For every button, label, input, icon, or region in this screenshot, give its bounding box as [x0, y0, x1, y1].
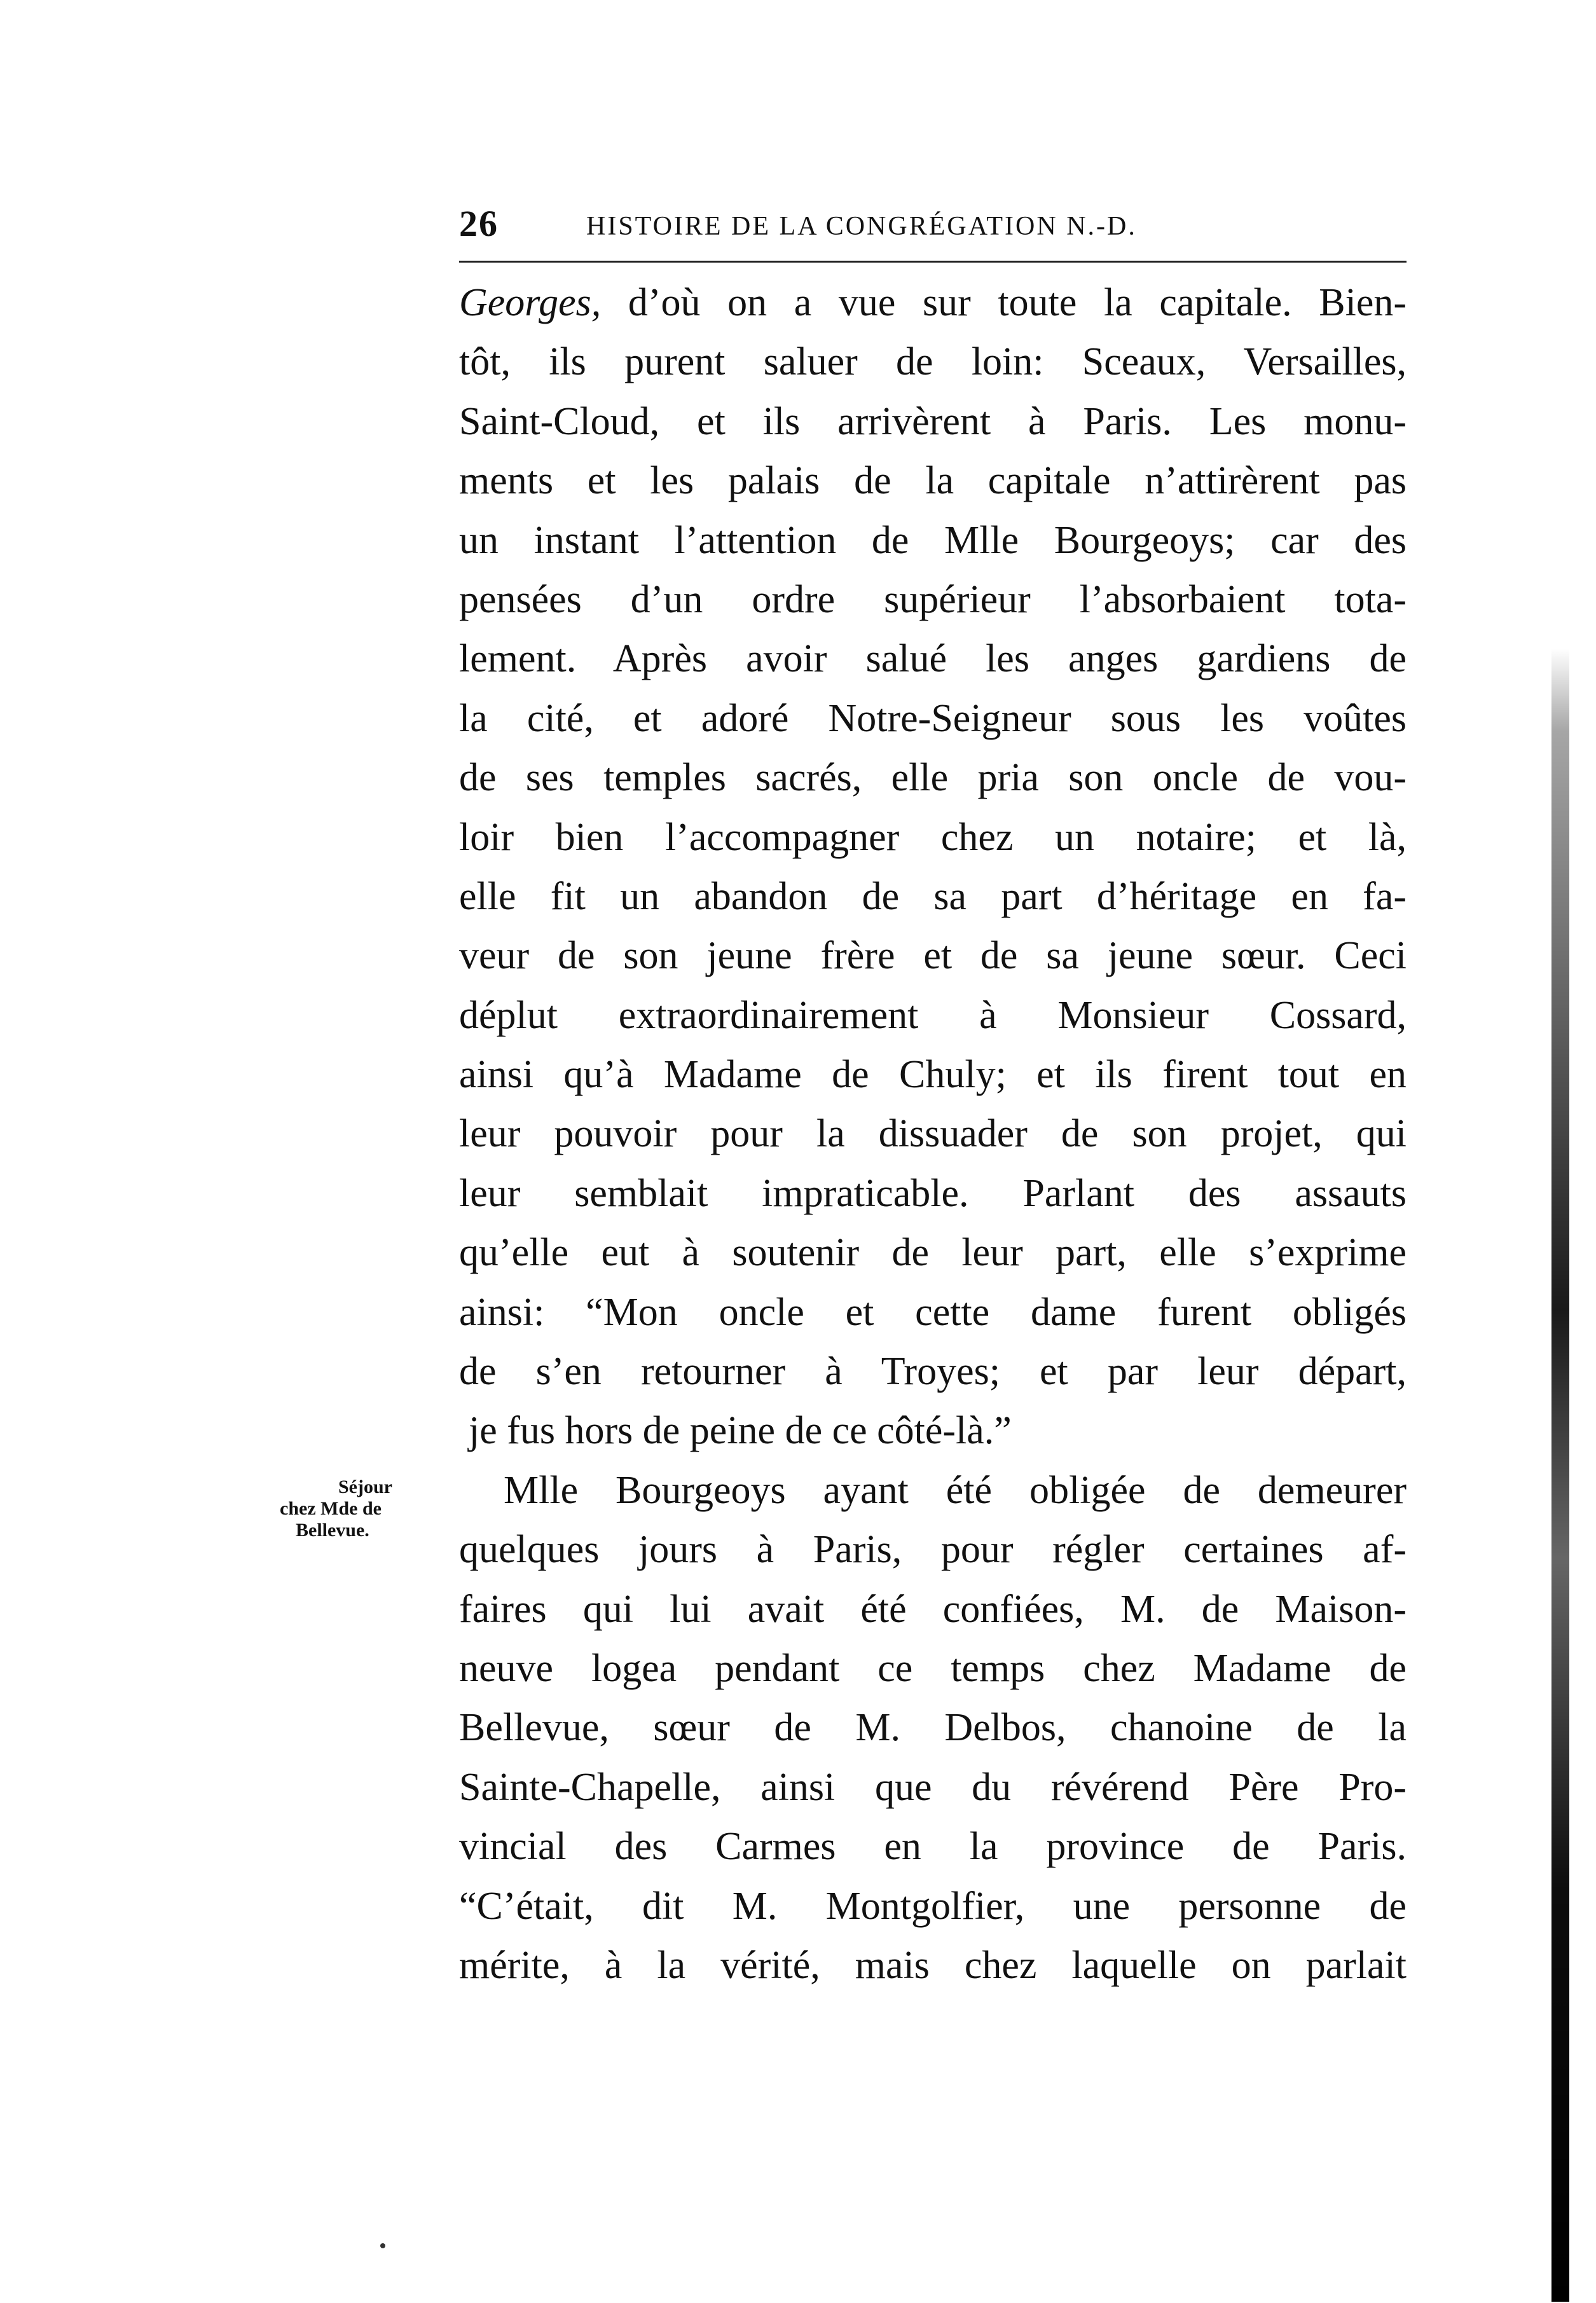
text-line: leur pouvoir pour la dissuader de son projet, qui	[459, 1112, 1407, 1156]
text-line: lement. Après avoir salué les anges gardiens de	[459, 637, 1407, 681]
text-line: ments et les palais de la capitale n’attirèrent pas	[459, 459, 1407, 503]
text-line: tôt, ils purent saluer de loin: Sceaux, Versailles,	[459, 340, 1407, 384]
text-line: de ses temples sacrés, elle pria son oncle de vou-	[459, 756, 1407, 800]
scanned-page-edge	[1551, 649, 1569, 2302]
text-line: je fus hors de peine de ce côté-là.”	[469, 1409, 1012, 1453]
text-line: leur semblait impraticable. Parlant des assauts	[459, 1171, 1407, 1215]
text-line: ainsi qu’à Madame de Chuly; et ils firent tout en	[459, 1053, 1407, 1097]
text-line: déplut extraordinairement à Monsieur Cossard,	[459, 993, 1407, 1037]
text-span: d’où on a vue sur toute la capitale. Bien-	[601, 281, 1407, 324]
margin-note	[280, 1476, 471, 1541]
text-line: pensées d’un ordre supérieur l’absorbaient tota-	[459, 577, 1407, 621]
text-line: quelques jours à Paris, pour régler certaines af-	[459, 1528, 1407, 1572]
margin-note-line: Séjour	[338, 1476, 392, 1497]
text-line: elle fit un abandon de sa part d’héritage en fa-	[459, 874, 1407, 918]
text-line: neuve logea pendant ce temps chez Madame de	[459, 1646, 1407, 1690]
text-line: de s’en retourner à Troyes; et par leur départ,	[459, 1350, 1407, 1394]
running-title: HISTOIRE DE LA CONGRÉGATION N.-D.	[586, 212, 1137, 241]
text-line: Saint-Cloud, et ils arrivèrent à Paris. Les monu-	[459, 399, 1407, 443]
text-line: “C’était, dit M. Montgolfier, une personne de	[459, 1884, 1407, 1928]
scan-speck	[380, 2243, 385, 2248]
margin-note-line: chez Mde de	[280, 1498, 382, 1519]
text-line: la cité, et adoré Notre-Seigneur sous les voûtes	[459, 696, 1407, 740]
text-line: Mlle Bourgeoys ayant été obligée de demeurer	[504, 1468, 1407, 1512]
italic-word: Georges,	[459, 281, 602, 324]
text-line: un instant l’attention de Mlle Bourgeoys; car des	[459, 518, 1407, 562]
margin-note-line: Bellevue.	[296, 1520, 369, 1541]
text-line: mérite, à la vérité, mais chez laquelle on parlait	[459, 1943, 1407, 1987]
text-line: faires qui lui avait été confiées, M. de Maison-	[459, 1587, 1407, 1631]
text-line: Bellevue, sœur de M. Delbos, chanoine de la	[459, 1706, 1407, 1750]
page-number: 26	[459, 203, 499, 244]
text-line: Sainte-Chapelle, ainsi que du révérend Père Pro-	[459, 1765, 1407, 1809]
running-head	[459, 202, 1407, 247]
text-line: veur de son jeune frère et de sa jeune sœur. Ceci	[459, 934, 1407, 978]
text-line: ainsi: “Mon oncle et cette dame furent obligés	[459, 1290, 1407, 1334]
text-line	[459, 273, 1407, 333]
header-rule	[459, 261, 1407, 263]
body-text	[459, 273, 1407, 1995]
text-line: qu’elle eut à soutenir de leur part, elle s’exprime	[459, 1231, 1407, 1275]
text-line: vincial des Carmes en la province de Paris.	[459, 1825, 1407, 1869]
text-line: loir bien l’accompagner chez un notaire; et là,	[459, 815, 1407, 859]
